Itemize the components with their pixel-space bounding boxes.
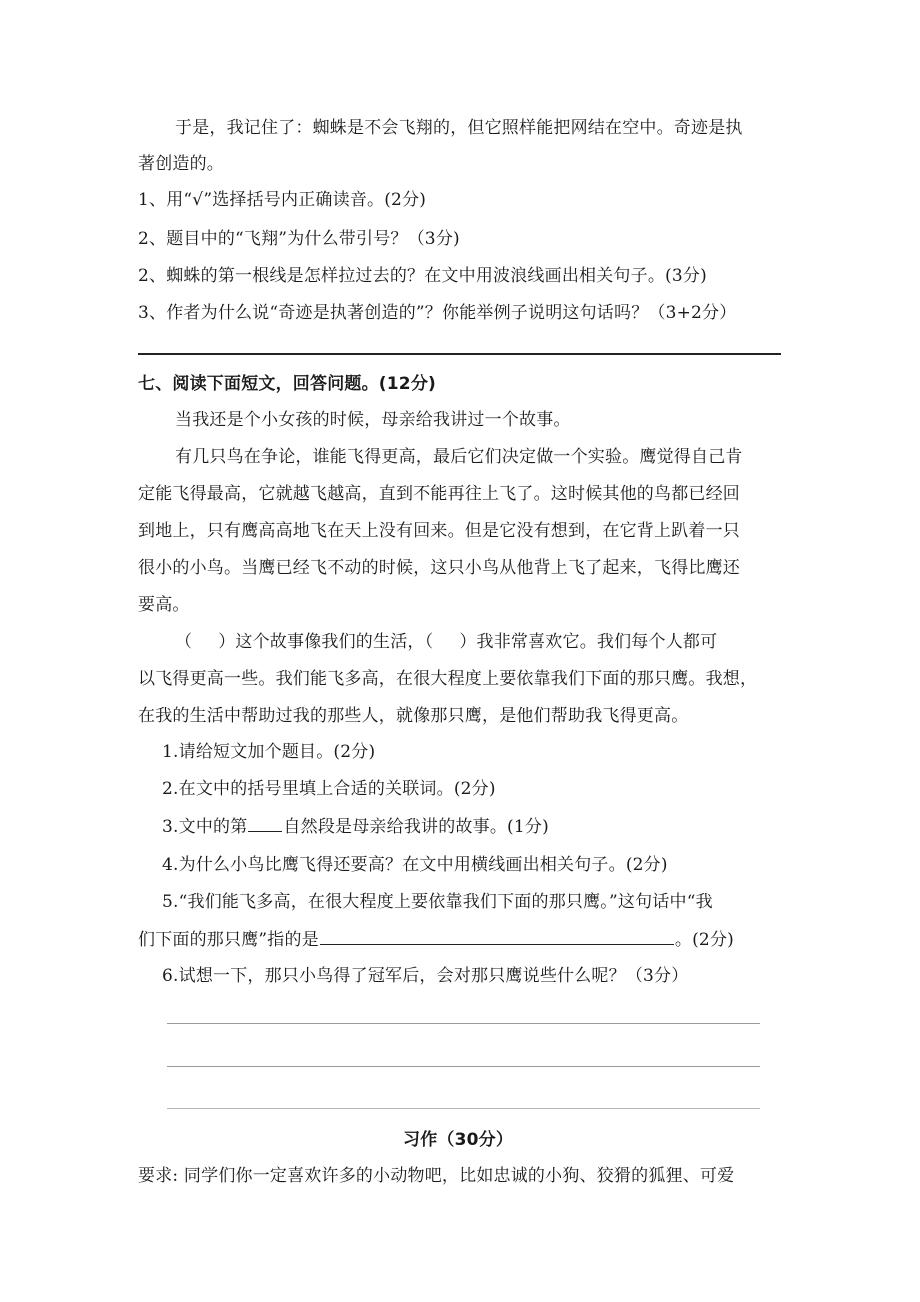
question-5-suffix: 。(2分) <box>674 930 734 950</box>
eagle-meaning-blank[interactable] <box>320 928 674 945</box>
question-3-prefix: 3.文中的第 <box>162 817 248 837</box>
question-3-suffix: 自然段是母亲给我讲的故事。(1分) <box>283 817 549 837</box>
prev-question-1: 1、用“√”选择括号内正确读音。(2分) <box>138 190 427 210</box>
story-paragraph-2-line-2: 定能飞得最高，它就越飞越高，直到不能再往上飞了。这时候其他的鸟都已经回 <box>138 484 740 504</box>
story-paragraph-3-end: ）我非常喜欢它。我们每个人都可 <box>459 632 718 652</box>
question-5-prefix: 们下面的那只鹰”指的是 <box>138 930 319 950</box>
story-paragraph-2-line-4: 很小的小鸟。当鹰已经飞不动的时候，这只小鸟从他背上飞了起来，飞得比鹰还 <box>138 558 740 578</box>
answer-line-1[interactable] <box>167 1023 760 1024</box>
paragraph-number-blank[interactable] <box>248 815 282 832</box>
question-2: 2.在文中的括号里填上合适的关联词。(2分) <box>162 779 496 799</box>
answer-line-2[interactable] <box>167 1066 760 1067</box>
composition-requirement: 要求: 同学们你一定喜欢许多的小动物吧，比如忠诚的小狗、狡猾的狐狸、可爱 <box>138 1166 735 1186</box>
question-5-line-2 <box>138 928 734 951</box>
prev-question-3: 2、蜘蛛的第一根线是怎样拉过去的？在文中用波浪线画出相关句子。(3分) <box>138 266 707 286</box>
story-paragraph-3-line-2: 以飞得更高一些。我们能飞多高，在很大程度上要依靠我们下面的那只鹰。我想， <box>138 669 758 689</box>
prev-paragraph-line-2: 著创造的。 <box>138 154 224 174</box>
prev-question-2: 2、题目中的“飞翔”为什么带引号？（3分) <box>138 229 460 249</box>
question-3 <box>162 815 549 838</box>
story-paragraph-3-mid: ）这个故事像我们的生活，（ <box>218 632 434 652</box>
story-paragraph-2-line-3: 到地上，只有鹰高高地飞在天上没有回来。但是它没有想到，在它背上趴着一只 <box>138 521 740 541</box>
question-6: 6.试想一下，那只小鸟得了冠军后，会对那只鹰说些什么呢？（3分） <box>162 966 689 986</box>
paren-open-1: （ <box>175 632 193 652</box>
section-7-heading: 七、阅读下面短文，回答问题。(12分) <box>138 374 436 394</box>
story-paragraph-1: 当我还是个小女孩的时候，母亲给我讲过一个故事。 <box>175 410 571 430</box>
section-divider <box>138 353 781 355</box>
story-paragraph-3-line-3: 在我的生活中帮助过我的那些人，就像那只鹰，是他们帮助我飞得更高。 <box>138 706 689 726</box>
question-5-line-1: 5.“我们能飞多高，在很大程度上要依靠我们下面的那只鹰。”这句话中“我 <box>162 892 713 912</box>
story-paragraph-2-line-1: 有几只鸟在争论，谁能飞得更高，最后它们决定做一个实验。鹰觉得自己肯 <box>175 447 743 467</box>
prev-question-4: 3、作者为什么说“奇迹是执著创造的”？你能举例子说明这句话吗？（3+2分） <box>138 303 737 323</box>
story-paragraph-3-line-1 <box>175 631 717 653</box>
composition-heading: 习作（30分） <box>403 1130 514 1150</box>
question-1: 1.请给短文加个题目。(2分) <box>162 742 376 762</box>
answer-line-3[interactable] <box>167 1108 760 1109</box>
prev-paragraph-line-1: 于是，我记住了：蜘蛛是不会飞翔的，但它照样能把网结在空中。奇迹是执 <box>175 118 743 138</box>
question-4: 4.为什么小鸟比鹰飞得还要高？在文中用横线画出相关句子。(2分) <box>162 855 668 875</box>
story-paragraph-2-line-5: 要高。 <box>138 595 190 615</box>
